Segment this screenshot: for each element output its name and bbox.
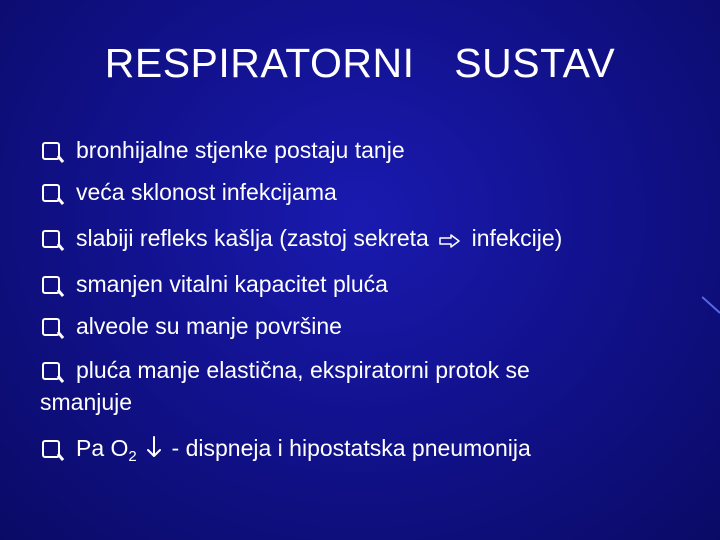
right-arrow-icon [439, 224, 461, 256]
decorative-line [701, 296, 720, 314]
bullet-text-line2: smanjuje [40, 389, 133, 415]
bullet-text-rest: - dispneja i hipostatska pneumonija [165, 435, 531, 461]
checkbox-bullet-icon [42, 362, 60, 380]
bullet-item [42, 134, 405, 166]
bullet-text [76, 222, 562, 256]
bullet-item [42, 222, 562, 256]
bullet-item [42, 268, 388, 300]
bullet-text-line1: pluća manje elastična, ekspiratorni protok se [76, 357, 530, 383]
subscript-2: 2 [128, 448, 137, 465]
bullet-text [40, 354, 530, 418]
checkbox-bullet-icon [42, 440, 60, 458]
pao2-label: Pa O [76, 435, 129, 461]
bullet-text: veća sklonost infekcijama [76, 179, 337, 205]
bullet-text-after: infekcije) [471, 225, 563, 251]
checkbox-bullet-icon [42, 142, 60, 160]
bullet-text: alveole su manje površine [76, 313, 342, 339]
bullet-text [76, 432, 531, 466]
bullet-item [42, 176, 337, 208]
slide-title: RESPIRATORNI SUSTAV [104, 40, 616, 86]
bullet-item [42, 354, 530, 418]
bullet-text: smanjen vitalni kapacitet pluća [76, 271, 388, 297]
checkbox-bullet-icon [42, 184, 60, 202]
bullet-item [42, 310, 342, 342]
checkbox-bullet-icon [42, 276, 60, 294]
bullet-text: bronhijalne stjenke postaju tanje [76, 137, 405, 163]
bullet-text-before: slabiji refleks kašlja (zastoj sekreta [76, 225, 429, 251]
bullet-item [42, 432, 531, 466]
checkbox-bullet-icon [42, 230, 60, 248]
checkbox-bullet-icon [42, 318, 60, 336]
down-arrow-icon [147, 434, 161, 466]
